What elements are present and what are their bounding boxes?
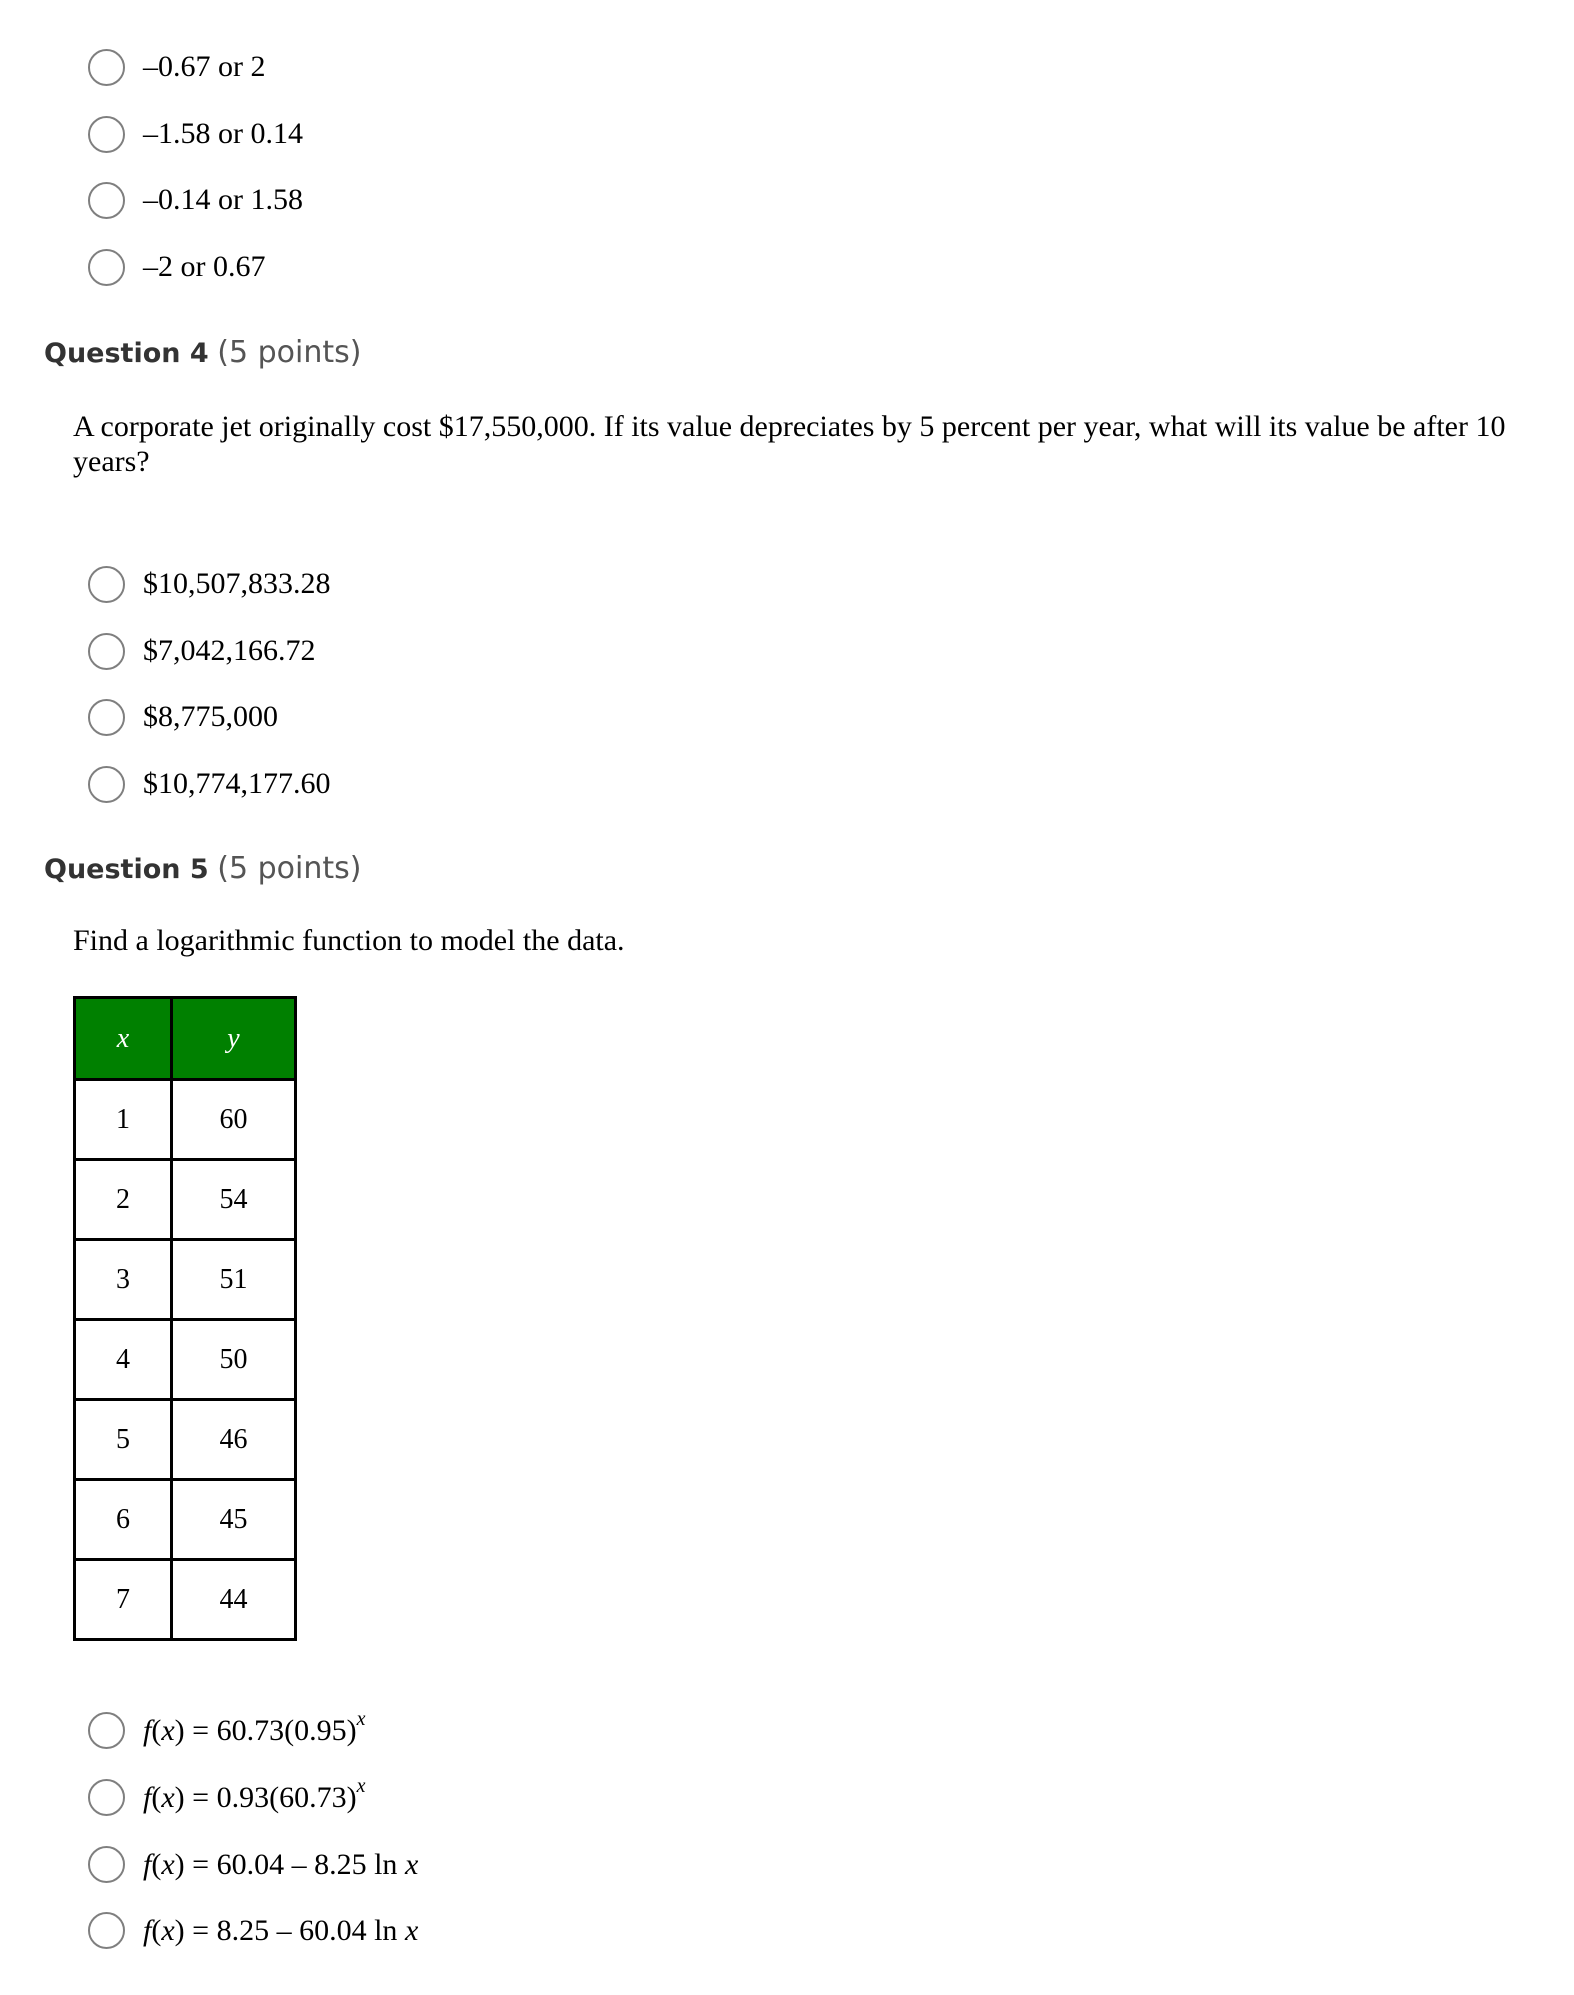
table-row	[75, 1080, 296, 1160]
option-label: $f(x) = 0.93(60.73)^x$	[143, 1775, 366, 1814]
cell-x: 7	[75, 1560, 172, 1640]
q3-option-3[interactable]	[88, 177, 303, 223]
q3-option-2[interactable]	[88, 111, 303, 157]
q5-option-1[interactable]	[88, 1707, 365, 1753]
cell-y: 60	[172, 1080, 296, 1160]
q5-option-3[interactable]	[88, 1841, 418, 1887]
option-label: $7,042,166.72	[143, 634, 316, 667]
q4-heading	[44, 335, 361, 370]
option-label: f(x) = 60.04 – 8.25 ln x	[143, 1848, 419, 1881]
q5-heading	[44, 851, 361, 886]
cell-x: 5	[75, 1400, 172, 1480]
radio-button[interactable]	[88, 49, 125, 86]
radio-button[interactable]	[88, 1779, 125, 1816]
q4-text: A corporate jet originally cost $17,550,000. If its value depreciates by 5 percent per year, what will its value be after 10 years?	[73, 410, 1506, 478]
q5-option-2[interactable]	[88, 1774, 365, 1820]
radio-button[interactable]	[88, 116, 125, 153]
table-row	[75, 1160, 296, 1240]
radio-button[interactable]	[88, 1846, 125, 1883]
cell-y: 54	[172, 1160, 296, 1240]
cell-y: 44	[172, 1560, 296, 1640]
table-row	[75, 1240, 296, 1320]
q3-option-1[interactable]	[88, 44, 266, 90]
radio-button[interactable]	[88, 633, 125, 670]
option-label: –1.58 or 0.14	[143, 117, 303, 150]
question-number: Question 4	[44, 338, 209, 369]
table-row	[75, 1320, 296, 1400]
option-label: $f(x) = 60.73(0.95)^x$	[143, 1708, 366, 1747]
cell-y: 46	[172, 1400, 296, 1480]
cell-x: 1	[75, 1080, 172, 1160]
cell-x: 2	[75, 1160, 172, 1240]
option-label: –2 or 0.67	[143, 250, 266, 283]
option-label: $10,774,177.60	[143, 767, 331, 800]
q4-option-3[interactable]	[88, 694, 278, 740]
cell-x: 4	[75, 1320, 172, 1400]
radio-button[interactable]	[88, 699, 125, 736]
data-table	[73, 996, 297, 1641]
table-row	[75, 1400, 296, 1480]
option-label: –0.14 or 1.58	[143, 183, 303, 216]
cell-y: 50	[172, 1320, 296, 1400]
radio-button[interactable]	[88, 1712, 125, 1749]
cell-x: 6	[75, 1480, 172, 1560]
cell-y: 45	[172, 1480, 296, 1560]
radio-button[interactable]	[88, 566, 125, 603]
table-row	[75, 1480, 296, 1560]
question-number: Question 5	[44, 854, 209, 885]
cell-y: 51	[172, 1240, 296, 1320]
question-points: (5 points)	[217, 851, 362, 886]
q4-option-2[interactable]	[88, 628, 316, 674]
cell-x: 3	[75, 1240, 172, 1320]
option-label: $10,507,833.28	[143, 567, 331, 600]
option-label: f(x) = 8.25 – 60.04 ln x	[143, 1914, 419, 1947]
q5-option-4[interactable]	[88, 1907, 418, 1953]
q4-option-1[interactable]	[88, 561, 331, 607]
radio-button[interactable]	[88, 249, 125, 286]
q4-option-4[interactable]	[88, 761, 331, 807]
q5-text: Find a logarithmic function to model the data.	[73, 924, 625, 957]
q3-option-4[interactable]	[88, 244, 266, 290]
radio-button[interactable]	[88, 766, 125, 803]
question-points: (5 points)	[217, 335, 362, 370]
radio-button[interactable]	[88, 182, 125, 219]
header-y: y	[172, 998, 296, 1080]
table-header-row	[75, 998, 296, 1080]
radio-button[interactable]	[88, 1912, 125, 1949]
table-row	[75, 1560, 296, 1640]
header-x: x	[75, 998, 172, 1080]
option-label: –0.67 or 2	[143, 50, 266, 83]
option-label: $8,775,000	[143, 700, 278, 733]
